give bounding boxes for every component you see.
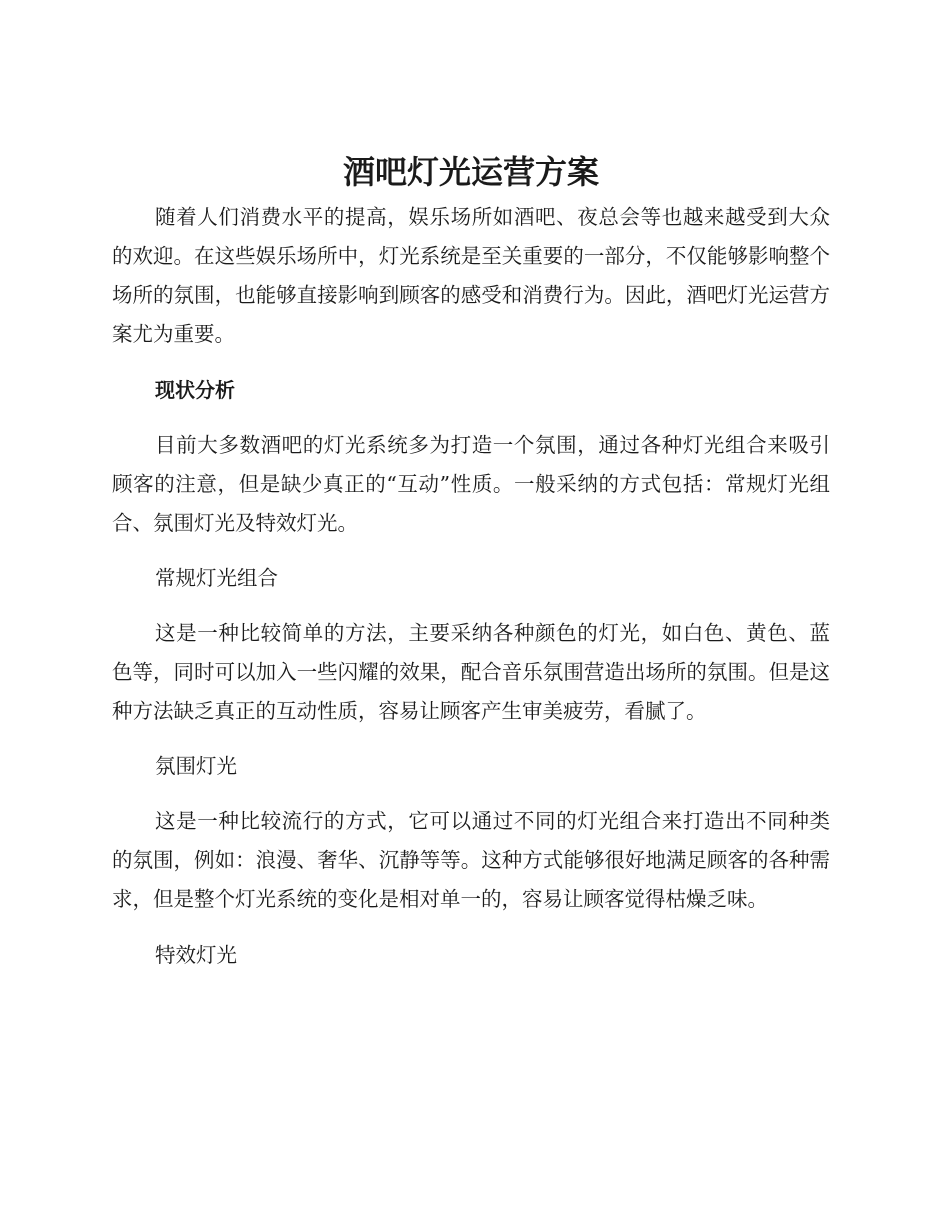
subsection-paragraph-ambient-lighting: 这是一种比较流行的方式，它可以通过不同的灯光组合来打造出不同种类的氛围，例如：浪漫、奢华、沉静等等。这种方式能够很好地满足顾客的各种需求，但是整个灯光系统的变化是相对单一的，容易让顾客觉得枯燥乏味。 (112, 809, 830, 911)
spacer (112, 543, 830, 559)
section-heading: 现状分析 (155, 378, 235, 402)
spacer (112, 786, 830, 802)
spacer (112, 598, 830, 614)
intro-paragraph: 随着人们消费水平的提高，娱乐场所如酒吧、夜总会等也越来越受到大众的欢迎。在这些娱乐场所中，灯光系统是至关重要的一部分，不仅能够影响整个场所的氛围，也能够直接影响到顾客的感受和消费行为。因此，酒吧灯光运营方案尤为重要。 (112, 205, 830, 346)
spacer (112, 731, 830, 747)
subsection-heading-effect-lighting: 特效灯光 (155, 943, 237, 967)
spacer (112, 410, 830, 426)
subsection-paragraph-regular-lighting: 这是一种比较简单的方法，主要采纳各种颜色的灯光，如白色、黄色、蓝色等，同时可以加入一些闪耀的效果，配合音乐氛围营造出场所的氛围。但是这种方法缺乏真正的互动性质，容易让顾客产生审美疲劳，看腻了。 (112, 621, 830, 723)
subsection-heading-ambient-lighting: 氛围灯光 (155, 754, 237, 778)
section-paragraph: 目前大多数酒吧的灯光系统多为打造一个氛围，通过各种灯光组合来吸引顾客的注意，但是缺少真正的“互动”性质。一般采纳的方式包括：常规灯光组合、氛围灯光及特效灯光。 (112, 433, 830, 535)
spacer (112, 919, 830, 936)
document-page (112, 146, 830, 975)
subsection-heading-regular-lighting: 常规灯光组合 (155, 566, 278, 590)
spacer (112, 354, 830, 371)
document-title: 酒吧灯光运营方案 (342, 153, 599, 191)
